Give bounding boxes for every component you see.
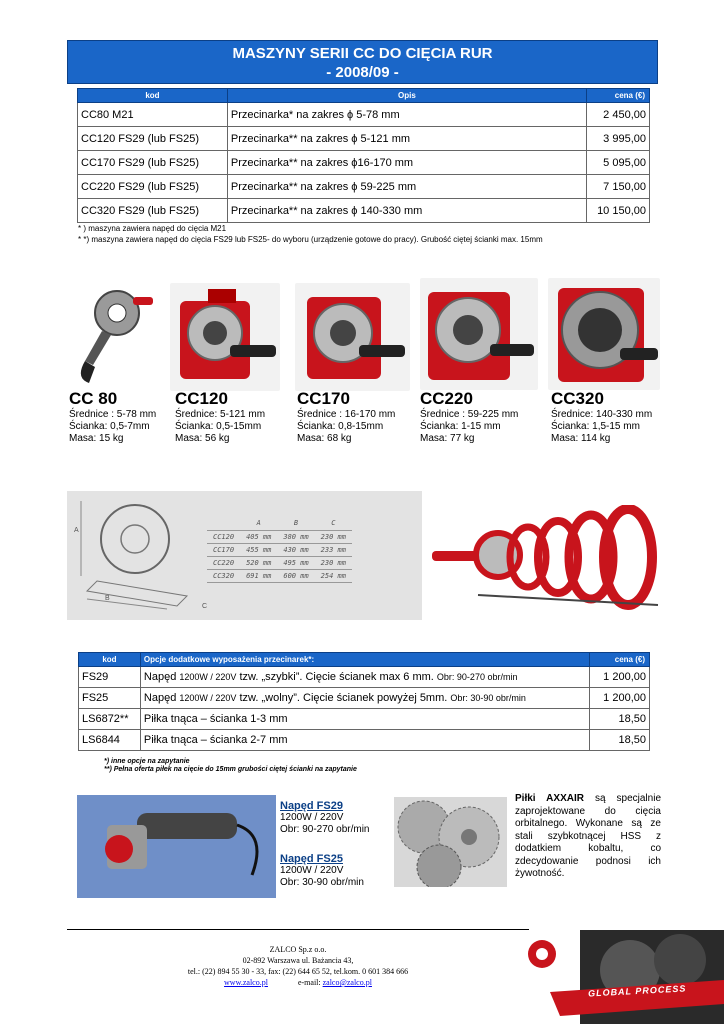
col-header-kod: kod: [78, 89, 228, 103]
machine-cc120: [175, 389, 265, 445]
spec-masa: Masa: 77 kg: [420, 433, 475, 444]
spec-srednice: Średnice: 5-121 mm: [175, 409, 266, 420]
dim-header: B: [277, 517, 314, 530]
footer-address: 02-892 Warszawa ul. Bażancia 43,: [242, 956, 354, 965]
spec-masa: Masa: 68 kg: [297, 433, 352, 444]
global-process-logo: [520, 920, 724, 1024]
cell-cena: 18,50: [590, 709, 650, 730]
spec-masa: Masa: 114 kg: [551, 433, 611, 444]
footnote-2: * *) maszyna zawiera napęd do cięcia FS29 lub FS25- do wyboru (urządzenie gotowe do pracy). Grubość ciętej ścianki max. 15mm: [78, 235, 543, 244]
cell-kod: CC170 FS29 (lub FS25): [78, 151, 228, 175]
model-name: CC220: [420, 389, 473, 408]
machine-family-photo: [428, 505, 663, 610]
footer-company: ZALCO Sp.z o.o.: [269, 945, 327, 954]
footer-divider: [67, 929, 529, 930]
cell-opis: Przecinarka** na zakres ϕ 59-225 mm: [227, 175, 586, 199]
col-header-cena: cena (€): [590, 653, 650, 667]
dim-row: [207, 556, 352, 569]
machine-cc170: [297, 389, 395, 445]
cell-opis: Przecinarka* na zakres ϕ 5-78 mm: [227, 103, 586, 127]
col-header-cena: cena (€): [587, 89, 650, 103]
cell-kod: CC320 FS29 (lub FS25): [78, 199, 228, 223]
drive-photo: [77, 795, 276, 898]
title-line-1: MASZYNY SERII CC DO CIĘCIA RUR: [232, 45, 493, 62]
opis-speed: Obr: 30-90 obr/min: [450, 693, 526, 703]
blades-text: są specjalnie zaprojektowane do cięcia orbitalnego. Wykonane są ze stali szybkotnącej HSS z dodatkiem kobaltu, co zdecydowanie podnosi ich żywotność.: [515, 793, 662, 879]
table-row: [78, 151, 650, 175]
cell-kod: CC120 FS29 (lub FS25): [78, 127, 228, 151]
dimension-table: [207, 517, 352, 583]
footer-contact: tel.: (22) 894 55 30 - 33, fax: (22) 644 65 52, tel.kom. 0 601 384 666: [187, 967, 409, 976]
table-row: [78, 199, 650, 223]
blades-description: [515, 793, 661, 881]
opis-main-2: tzw. „wolny”. Cięcie ścianek powyżej 5mm.: [236, 692, 451, 704]
dim-header: C: [315, 517, 352, 530]
cc80-photo: [67, 283, 161, 391]
spec-scianka: Ścianka: 1,5-15 mm: [551, 421, 640, 432]
dim-cell: 254 mm: [315, 569, 352, 582]
spec-scianka: Ścianka: 0,8-15mm: [297, 421, 384, 432]
dim-cell: CC170: [207, 543, 240, 556]
cell-cena: 3 995,00: [587, 127, 650, 151]
cell-cena: 2 450,00: [587, 103, 650, 127]
dim-cell: 455 mm: [240, 543, 277, 556]
cell-opis: Przecinarka** na zakres ϕ16-170 mm: [227, 151, 586, 175]
dim-label-b: B: [105, 595, 110, 602]
cell-kod: CC80 M21: [78, 103, 228, 127]
cell-kod: LS6872**: [79, 709, 141, 730]
machines-price-table: [77, 88, 650, 223]
drive-fs29-title: Napęd FS29: [280, 800, 343, 812]
cell-opis: Piłka tnąca – ścianka 2-7 mm: [140, 730, 589, 751]
opis-power: 1200W / 220V: [179, 672, 237, 682]
cell-opis: Przecinarka** na zakres ϕ 5-121 mm: [227, 127, 586, 151]
table-header-row: [78, 89, 650, 103]
drive-fs29-power: 1200W / 220V: [280, 812, 344, 823]
options-price-table: [78, 652, 650, 751]
opis-main: Napęd: [143, 692, 180, 704]
opis-power: 1200W / 220V: [179, 693, 237, 703]
spec-srednice: Średnice : 59-225 mm: [420, 409, 519, 420]
logo-text: GLOBAL PROCESS: [587, 983, 687, 999]
dimension-drawing: [67, 491, 422, 620]
cell-cena: 10 150,00: [587, 199, 650, 223]
cc220-photo: [420, 278, 538, 390]
cell-opis: [140, 688, 589, 709]
spec-srednice: Średnice : 16-170 mm: [297, 409, 396, 420]
spec-scianka: Ścianka: 0,5-15mm: [175, 421, 262, 432]
dim-header: [207, 517, 240, 530]
spec-masa: Masa: 15 kg: [69, 433, 124, 444]
dim-cell: 520 mm: [240, 556, 277, 569]
dim-cell: 495 mm: [277, 556, 314, 569]
machine-cc320: [551, 389, 652, 445]
dim-cell: 233 mm: [315, 543, 352, 556]
opis-main: Napęd: [143, 671, 180, 683]
dim-cell: 600 mm: [277, 569, 314, 582]
model-name: CC170: [297, 389, 350, 408]
dim-row: [207, 530, 352, 543]
footnote-1: * ) maszyna zawiera napęd do cięcia M21: [78, 224, 227, 233]
dim-cell: 405 mm: [240, 530, 277, 543]
options-note-1: *) inne opcje na zapytanie: [104, 758, 190, 765]
cell-opis: Przecinarka** na zakres ϕ 140-330 mm: [227, 199, 586, 223]
table-row: [79, 709, 650, 730]
website-link[interactable]: www.zalco.pl: [224, 978, 268, 987]
drive-fs25-info: [280, 853, 364, 889]
dim-cell: 230 mm: [315, 556, 352, 569]
col-header-kod: kod: [79, 653, 141, 667]
cell-opis: Piłka tnąca – ścianka 1-3 mm: [140, 709, 589, 730]
col-header-opcje: Opcje dodatkowe wyposażenia przecinarek*:: [140, 653, 589, 667]
email-label: e-mail:: [297, 978, 323, 987]
spec-masa: Masa: 56 kg: [175, 433, 230, 444]
table-row: [79, 730, 650, 751]
blades-title: Piłki AXXAIR: [515, 793, 584, 804]
spec-scianka: Ścianka: 1-15 mm: [420, 421, 501, 432]
dim-header-row: [207, 517, 352, 530]
drive-fs25-speed: Obr: 30-90 obr/min: [280, 877, 364, 888]
drive-fs25-power: 1200W / 220V: [280, 865, 344, 876]
cell-cena: 18,50: [590, 730, 650, 751]
cell-cena: 1 200,00: [590, 667, 650, 688]
opis-main-2: tzw. „szybki”. Cięcie ścianek max 6 mm.: [236, 671, 437, 683]
spec-scianka: Ścianka: 0,5-7mm: [69, 421, 150, 432]
table-header-row: [79, 653, 650, 667]
opis-speed: Obr: 90-270 obr/min: [436, 672, 518, 682]
email-link[interactable]: zalco@zalco.pl: [322, 978, 372, 987]
dim-cell: CC220: [207, 556, 240, 569]
machine-cc220: [420, 389, 518, 445]
dim-cell: 430 mm: [277, 543, 314, 556]
cell-cena: 1 200,00: [590, 688, 650, 709]
spec-srednice: Średnice : 5-78 mm: [69, 409, 157, 420]
spec-srednice: Średnice: 140-330 mm: [551, 409, 653, 420]
dim-cell: 380 mm: [277, 530, 314, 543]
dim-label-a: A: [74, 527, 79, 534]
dim-cell: 230 mm: [315, 530, 352, 543]
dim-header: A: [240, 517, 277, 530]
dim-cell: CC320: [207, 569, 240, 582]
dim-row: [207, 569, 352, 582]
cell-kod: FS29: [79, 667, 141, 688]
drive-fs25-title: Napęd FS25: [280, 853, 343, 865]
footer-links: [67, 978, 529, 987]
table-row: [78, 175, 650, 199]
dim-row: [207, 543, 352, 556]
model-name: CC320: [551, 389, 604, 408]
col-header-opis: Opis: [227, 89, 586, 103]
page-title: [67, 40, 658, 84]
table-row: [79, 667, 650, 688]
dim-cell: CC120: [207, 530, 240, 543]
cell-cena: 5 095,00: [587, 151, 650, 175]
cell-kod: CC220 FS29 (lub FS25): [78, 175, 228, 199]
model-name: CC120: [175, 389, 228, 408]
table-row: [79, 688, 650, 709]
cc320-photo: [548, 278, 660, 390]
table-row: [78, 127, 650, 151]
cc170-photo: [295, 283, 410, 391]
drive-fs29-info: [280, 800, 370, 836]
cc120-photo: [170, 283, 280, 391]
blades-photo: [394, 797, 507, 887]
title-line-2: - 2008/09 -: [326, 64, 399, 81]
drive-fs29-speed: Obr: 90-270 obr/min: [280, 824, 370, 835]
options-note-2: **) Pełna oferta piłek na cięcie do 15mm grubości ciętej ścianki na zapytanie: [104, 766, 357, 773]
cell-kod: FS25: [79, 688, 141, 709]
table-row: [78, 103, 650, 127]
dim-cell: 691 mm: [240, 569, 277, 582]
machine-cc80: [69, 389, 156, 445]
dim-label-c: C: [202, 603, 208, 610]
model-name: CC 80: [69, 389, 118, 408]
cell-cena: 7 150,00: [587, 175, 650, 199]
cell-opis: [140, 667, 589, 688]
cell-kod: LS6844: [79, 730, 141, 751]
